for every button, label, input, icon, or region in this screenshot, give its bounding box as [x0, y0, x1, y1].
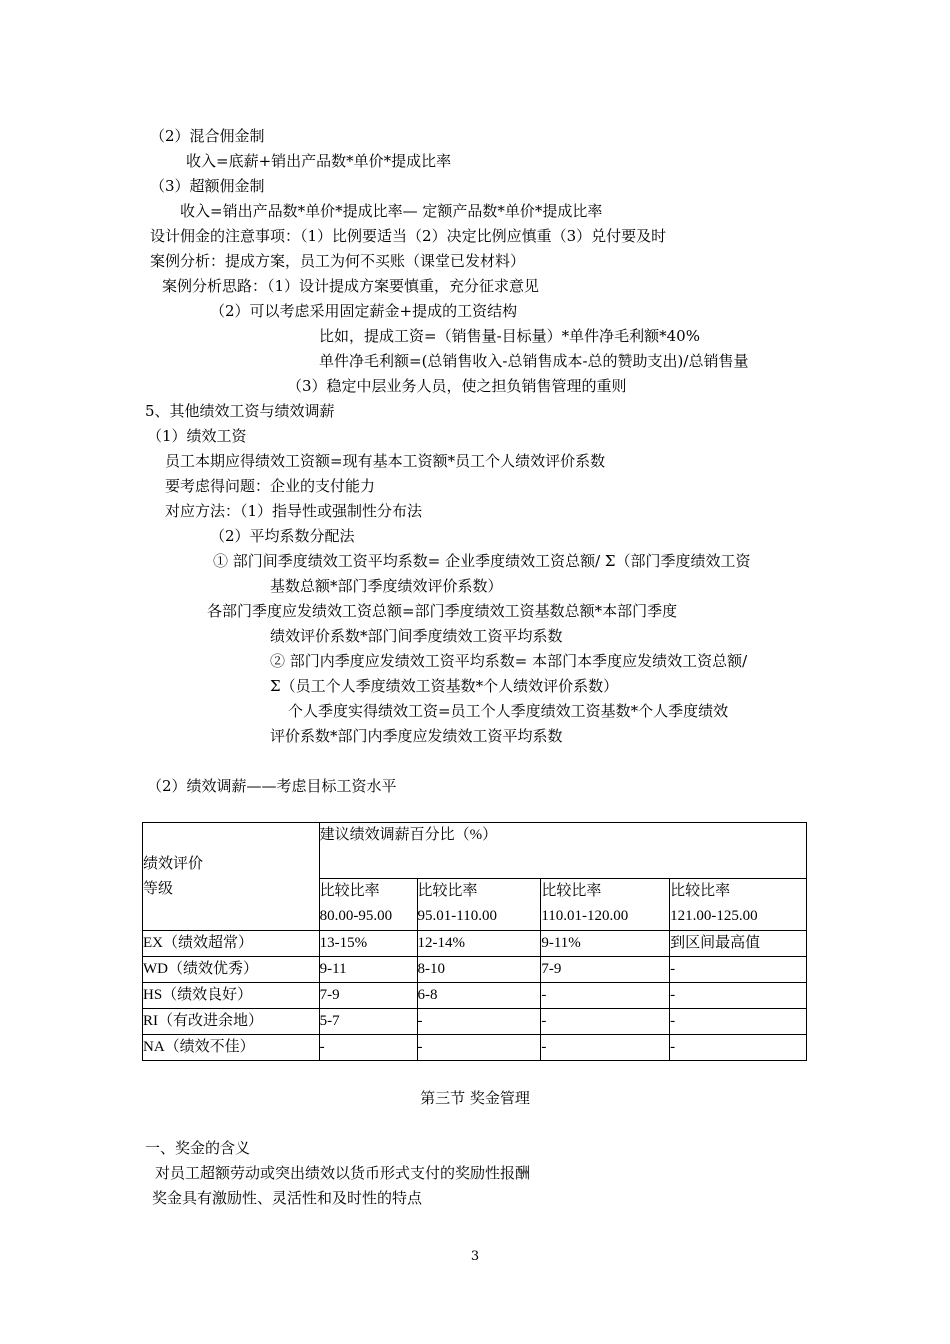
text-line: 对应方法：（1）指导性或强制性分布法 [165, 502, 423, 520]
text-line: 各部门季度应发绩效工资总额=部门季度绩效工资基数总额*本部门季度 [207, 602, 678, 620]
value-cell: - [541, 983, 670, 1009]
value-cell: - [670, 1009, 807, 1035]
rating-cell: RI（有改进余地） [143, 1009, 320, 1035]
table-row [143, 957, 807, 983]
value-cell: - [670, 957, 807, 983]
text-line: Σ（员工个人季度绩效工资基数*个人绩效评价系数） [270, 677, 619, 695]
text-line: 比如，提成工资=（销售量-目标量）*单件净毛利额*40% [319, 327, 700, 345]
table-row [143, 931, 807, 957]
text-line: （2）可以考虑采用固定薪金+提成的工资结构 [210, 302, 518, 320]
value-cell: - [541, 1009, 670, 1035]
text-line: 要考虑得问题：企业的支付能力 [165, 477, 376, 495]
group-header-cell: 建议绩效调薪百分比（%） [319, 823, 806, 879]
value-cell: 9-11% [541, 931, 670, 957]
rating-header-cell: 绩效评价 等级 [143, 823, 320, 931]
performance-raise-table [142, 822, 807, 1061]
text-line: ② 部门内季度应发绩效工资平均系数= 本部门本季度应发绩效工资总额/ [270, 652, 748, 670]
text-line: 基数总额*部门季度绩效评价系数） [270, 577, 503, 595]
text-line: 5、其他绩效工资与绩效调薪 [145, 402, 335, 420]
text-line: 收入=销出产品数*单价*提成比率— 定额产品数*单价*提成比率 [180, 202, 603, 220]
column-range: 121.00-125.00 [670, 908, 758, 924]
column-range: 95.01-110.00 [417, 908, 497, 924]
value-cell: 8-10 [417, 957, 541, 983]
column-range: 110.01-120.00 [541, 908, 629, 924]
column-label: 比较比率 [670, 883, 731, 899]
value-cell: 7-9 [541, 957, 670, 983]
text-line: 单件净毛利额=(总销售收入-总销售成本-总的赞助支出)/总销售量 [319, 352, 749, 370]
column-label: 比较比率 [417, 883, 478, 899]
column-header [541, 879, 670, 931]
page-number: 3 [470, 1249, 480, 1264]
text-line: 案例分析：提成方案，员工为何不买账（课堂已发材料） [150, 252, 526, 270]
text-line: 收入=底薪+销出产品数*单价*提成比率 [186, 152, 452, 170]
column-range: 80.00-95.00 [319, 908, 393, 924]
value-cell: - [670, 1035, 807, 1061]
value-cell: 到区间最高值 [670, 931, 807, 957]
paragraph: 奖金具有激励性、灵活性和及时性的特点 [152, 1189, 423, 1207]
text-line: ① 部门间季度绩效工资平均系数= 企业季度绩效工资总额/ Σ（部门季度绩效工资 [213, 552, 751, 570]
rating-cell: WD（绩效优秀） [143, 957, 320, 983]
text-line: （2）平均系数分配法 [210, 527, 355, 545]
value-cell: - [417, 1009, 541, 1035]
text-line: （2）混合佣金制 [150, 127, 265, 145]
column-label: 比较比率 [541, 883, 602, 899]
value-cell: 9-11 [319, 957, 417, 983]
section-title: 第三节 奖金管理 [420, 1089, 530, 1107]
text-line: 个人季度实得绩效工资=员工个人季度绩效工资基数*个人季度绩效 [288, 702, 729, 720]
value-cell: 7-9 [319, 983, 417, 1009]
column-header [319, 879, 417, 931]
value-cell: - [417, 1035, 541, 1061]
column-label: 比较比率 [319, 883, 380, 899]
value-cell: 13-15% [319, 931, 417, 957]
rating-cell: EX（绩效超常） [143, 931, 320, 957]
text-line: 绩效评价系数*部门间季度绩效工资平均系数 [270, 627, 563, 645]
text-line: （2）绩效调薪——考虑目标工资水平 [147, 777, 397, 795]
value-cell: - [541, 1035, 670, 1061]
text-line: （3）超额佣金制 [150, 177, 265, 195]
rating-cell: NA（绩效不佳） [143, 1035, 320, 1061]
column-header [670, 879, 807, 931]
paragraph: 对员工超额劳动或突出绩效以货币形式支付的奖励性报酬 [155, 1164, 531, 1182]
section-heading: 一、奖金的含义 [145, 1139, 251, 1157]
value-cell: - [670, 983, 807, 1009]
value-cell: - [319, 1035, 417, 1061]
text-line: 员工本期应得绩效工资额=现有基本工资额*员工个人绩效评价系数 [165, 452, 606, 470]
table-row [143, 1035, 807, 1061]
text-line: （3）稳定中层业务人员，使之担负销售管理的重则 [287, 377, 627, 395]
table-row [143, 1009, 807, 1035]
rating-cell: HS（绩效良好） [143, 983, 320, 1009]
text-line: 评价系数*部门内季度应发绩效工资平均系数 [270, 727, 563, 745]
value-cell: 6-8 [417, 983, 541, 1009]
value-cell: 12-14% [417, 931, 541, 957]
text-line: 设计佣金的注意事项：（1）比例要适当（2）决定比例应慎重（3）兑付要及时 [150, 227, 667, 245]
text-line: （1）绩效工资 [147, 427, 247, 445]
value-cell: 5-7 [319, 1009, 417, 1035]
column-header [417, 879, 541, 931]
table-row [143, 983, 807, 1009]
text-line: 案例分析思路：（1）设计提成方案要慎重，充分征求意见 [162, 277, 540, 295]
